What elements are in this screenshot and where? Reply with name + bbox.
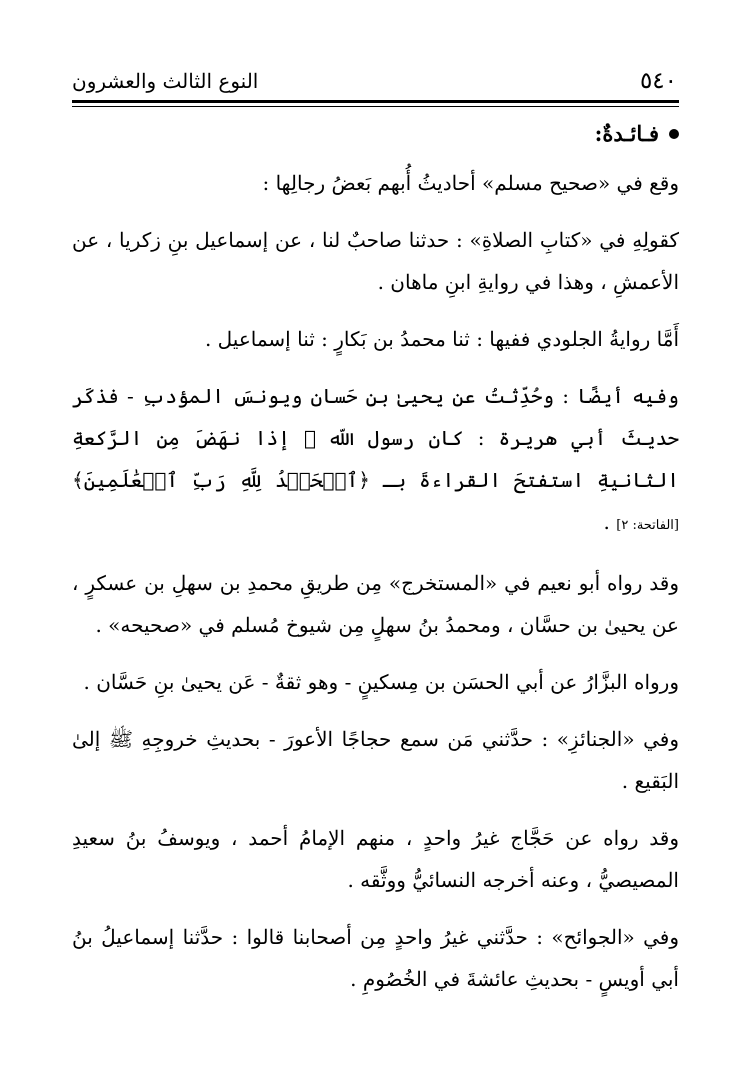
- paragraph: وقد رواه أبو نعيم في «المستخرج» مِن طريقِ محمدِ بن سهلِ بن عسكرٍ ، عن يحيىٰ بن حسَّان ، ومحمدُ بنُ سهلٍ مِن شيوخ مُسلم في «صحيحه» .: [72, 571, 679, 637]
- paragraph: ورواه البزَّارُ عن أبي الحسَن بن مِسكينٍ - وهو ثقةٌ - عَن يحيىٰ بنِ حَسَّان .: [83, 670, 679, 694]
- chapter-title: النوع الثالث والعشرون: [72, 69, 259, 93]
- header-rule-thick: [72, 100, 679, 103]
- page-body: [72, 121, 679, 1000]
- paragraph: كقولِهِ في «كتابِ الصلاةِ» : حدثنا صاحبٌ لنا ، عن إسماعيل بنِ زكريا ، عن الأعمشِ ، وهذا في روايةِ ابنِ ماهان .: [72, 228, 679, 294]
- paragraph: وقد رواه عن حَجَّاج غيرُ واحدٍ ، منهم الإمامُ أحمد ، ويوسفُ بنُ سعيدِ المصيصيُّ ، وعنه أخرجه النسائيُّ ووثَّقه .: [72, 826, 679, 892]
- quran-reference: [الفاتحة: ٢]: [616, 518, 679, 533]
- header-rule-thin: [72, 106, 679, 107]
- page-number: ٥٤٠: [639, 68, 677, 94]
- section-heading: [72, 121, 679, 146]
- section-heading-text: فـائـدةٌ:: [594, 121, 659, 146]
- paragraph: وفي «الجوائح» : حدَّثني غيرُ واحدٍ مِن أصحابنا قالوا : حدَّثنا إسماعيلُ بنُ أبي أويسٍ - بحديثِ عائشةَ في الخُصُومِ .: [72, 925, 679, 991]
- bullet-icon: [669, 129, 679, 139]
- page-header: [72, 60, 679, 96]
- paragraph: وقع في «صحيح مسلم» أحاديثُ أُبهم بَعضُ رجالِها :: [262, 171, 679, 195]
- paragraph: وفيه أيضًا : وحُدِّثتُ عن يحيىٰ بنِ حَسان ويونسَ المؤدبِ - فذكَر حديثَ أبي هريرة : كان رسول اللّه ﷺ إذا نهَضَ مِن الرَّكعةِ الثانيةِ استفتحَ القراءةَ بـ ﴿ٱلۡحَمۡدُ لِلَّهِ رَبِّ ٱلۡعَٰلَمِينَ﴾ [الفاتحة: ٢] .: [72, 384, 679, 534]
- paragraph: أَمَّا روايةُ الجلودي ففيها : ثنا محمدُ بن بَكارٍ : ثنا إسماعيل .: [204, 327, 679, 351]
- paragraph: وفي «الجنائزِ» : حدَّثني مَن سمع حجاجًا الأعورَ - بحديثِ خروجِهِ ﷺ إلىٰ البَقيع .: [72, 727, 679, 793]
